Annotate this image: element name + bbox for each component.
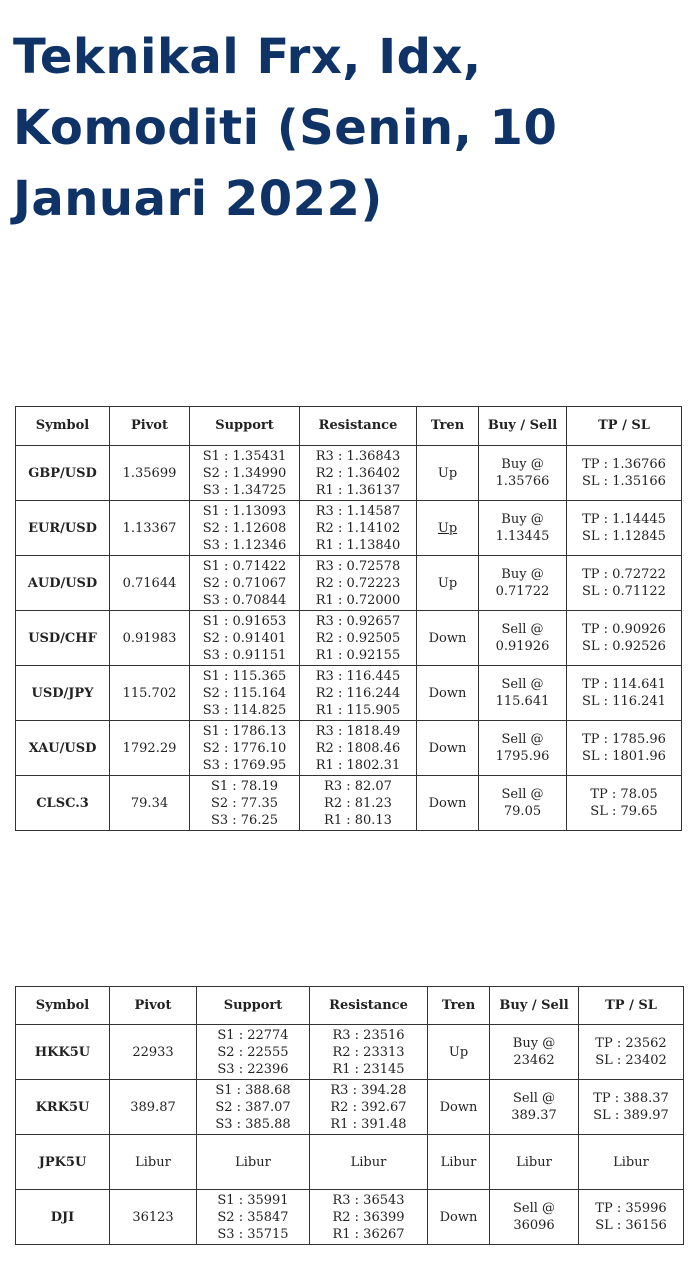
title-line: Teknikal Frx, Idx, <box>13 29 482 85</box>
table-row <box>16 776 682 831</box>
resistance-cell <box>310 1080 428 1135</box>
trade-action: Sell @ <box>512 1091 556 1106</box>
header-tp-sl: TP / SL <box>567 407 682 446</box>
trade-action: Sell @ <box>512 1201 556 1216</box>
resistance-line: R3 : 1.14587 <box>315 503 401 519</box>
header-trend: Tren <box>417 407 479 446</box>
header-support: Support <box>190 407 300 446</box>
resistance-line: R2 : 0.72223 <box>315 575 401 591</box>
support-cell <box>190 721 300 776</box>
header-pivot: Pivot <box>110 407 190 446</box>
resistance-line: R1 : 36267 <box>332 1226 405 1242</box>
trade-price: 1.13445 <box>495 529 550 544</box>
stop-loss: SL : 0.71122 <box>582 584 666 599</box>
header-resistance: Resistance <box>300 407 417 446</box>
table-row <box>16 721 682 776</box>
support-line: S1 : 1.13093 <box>202 503 287 519</box>
resistance-cell <box>310 1190 428 1245</box>
resistance-line: R3 : 0.72578 <box>315 558 401 574</box>
title-line: Komoditi (Senin, 10 <box>13 100 558 156</box>
support-line: S3 : 35715 <box>217 1226 289 1242</box>
header-symbol: Symbol <box>16 987 110 1025</box>
trade-action: Buy @ <box>501 512 544 527</box>
take-profit: TP : 35996 <box>595 1201 667 1216</box>
pivot-cell: 1.13367 <box>110 501 190 556</box>
trade-price: 79.05 <box>503 804 542 819</box>
trend-cell: Up <box>417 556 479 611</box>
symbol-cell: CLSC.3 <box>16 776 110 831</box>
support-line: S1 : 35991 <box>217 1192 289 1208</box>
resistance-line: R3 : 0.92657 <box>315 613 401 629</box>
pivot-cell: 1792.29 <box>110 721 190 776</box>
pivot-cell: 79.34 <box>110 776 190 831</box>
header-support: Support <box>197 987 310 1025</box>
resistance-line: R3 : 82.07 <box>324 778 392 794</box>
support-cell: Libur <box>197 1135 310 1190</box>
support-cell <box>197 1080 310 1135</box>
trade-cell <box>479 721 567 776</box>
support-line: S2 : 1776.10 <box>202 740 287 756</box>
pivot-cell: 389.87 <box>110 1080 197 1135</box>
resistance-line: R2 : 23313 <box>332 1044 405 1060</box>
resistance-line: R1 : 1.13840 <box>315 537 401 553</box>
trend-cell: Libur <box>428 1135 490 1190</box>
support-line: S3 : 0.70844 <box>202 592 287 608</box>
resistance-line: R2 : 1.14102 <box>315 520 401 536</box>
pivot-cell: 22933 <box>110 1025 197 1080</box>
title-line: Januari 2022) <box>13 171 383 227</box>
stop-loss: SL : 79.65 <box>590 804 658 819</box>
trade-price: 389.37 <box>511 1108 557 1123</box>
support-line: S3 : 385.88 <box>215 1116 291 1132</box>
symbol-cell: USD/JPY <box>16 666 110 721</box>
support-line: S3 : 0.91151 <box>202 647 287 663</box>
resistance-line: R2 : 1808.46 <box>315 740 401 756</box>
support-line: S2 : 387.07 <box>215 1099 291 1115</box>
resistance-line: R3 : 116.445 <box>315 668 401 684</box>
symbol-cell: EUR/USD <box>16 501 110 556</box>
support-line: S3 : 1.12346 <box>202 537 287 553</box>
resistance-line: R2 : 116.244 <box>315 685 401 701</box>
trade-action: Sell @ <box>501 732 544 747</box>
resistance-line: R3 : 36543 <box>332 1192 405 1208</box>
support-cell <box>190 611 300 666</box>
resistance-line: R1 : 23145 <box>332 1061 405 1077</box>
table-row <box>16 611 682 666</box>
table-row <box>16 1025 684 1080</box>
trade-cell <box>479 776 567 831</box>
tpsl-cell <box>567 446 682 501</box>
support-line: S3 : 76.25 <box>210 812 279 828</box>
table-row <box>16 501 682 556</box>
stop-loss: SL : 116.241 <box>582 694 666 709</box>
header-symbol: Symbol <box>16 407 110 446</box>
trade-cell <box>479 666 567 721</box>
trade-cell <box>479 446 567 501</box>
symbol-cell: XAU/USD <box>16 721 110 776</box>
trade-action: Buy @ <box>501 457 544 472</box>
support-line: S1 : 0.91653 <box>202 613 287 629</box>
trend-cell: Up <box>417 501 479 556</box>
pivot-cell: 1.35699 <box>110 446 190 501</box>
tpsl-cell <box>567 611 682 666</box>
take-profit: TP : 23562 <box>595 1036 667 1051</box>
stop-loss: SL : 23402 <box>595 1053 667 1068</box>
resistance-cell <box>300 721 417 776</box>
support-line: S3 : 22396 <box>217 1061 289 1077</box>
take-profit: TP : 114.641 <box>582 677 666 692</box>
support-line: S1 : 78.19 <box>210 778 279 794</box>
support-line: S2 : 22555 <box>217 1044 289 1060</box>
trade-cell <box>490 1025 579 1080</box>
support-line: S3 : 114.825 <box>202 702 287 718</box>
resistance-line: R2 : 1.36402 <box>315 465 401 481</box>
trade-cell <box>490 1190 579 1245</box>
pivot-cell: 0.91983 <box>110 611 190 666</box>
table-row <box>16 666 682 721</box>
trend-cell: Down <box>417 611 479 666</box>
index-futures-table <box>15 986 684 1245</box>
resistance-line: R1 : 1.36137 <box>315 482 401 498</box>
support-line: S1 : 0.71422 <box>202 558 287 574</box>
trade-cell <box>490 1080 579 1135</box>
pivot-cell: 0.71644 <box>110 556 190 611</box>
symbol-cell: AUD/USD <box>16 556 110 611</box>
support-line: S2 : 1.34990 <box>202 465 287 481</box>
resistance-line: R3 : 1.36843 <box>315 448 401 464</box>
pivot-cell: 115.702 <box>110 666 190 721</box>
resistance-cell <box>300 611 417 666</box>
take-profit: TP : 1785.96 <box>582 732 666 747</box>
symbol-cell: JPK5U <box>16 1135 110 1190</box>
resistance-line: R1 : 0.92155 <box>315 647 401 663</box>
tpsl-cell <box>567 556 682 611</box>
header-resistance: Resistance <box>310 987 428 1025</box>
resistance-line: R1 : 0.72000 <box>315 592 401 608</box>
trade-price: 23462 <box>513 1053 555 1068</box>
support-line: S2 : 35847 <box>217 1209 289 1225</box>
tpsl-cell <box>579 1190 684 1245</box>
trade-action: Buy @ <box>512 1036 556 1051</box>
trade-action: Buy @ <box>501 567 544 582</box>
tpsl-cell <box>579 1080 684 1135</box>
resistance-line: R1 : 80.13 <box>324 812 392 828</box>
take-profit: TP : 0.72722 <box>582 567 666 582</box>
trend-cell: Up <box>417 446 479 501</box>
stop-loss: SL : 1.12845 <box>582 529 666 544</box>
header-trend: Tren <box>428 987 490 1025</box>
support-line: S2 : 115.164 <box>202 685 287 701</box>
trend-cell: Down <box>428 1190 490 1245</box>
resistance-cell <box>300 446 417 501</box>
resistance-line: R3 : 394.28 <box>330 1082 407 1098</box>
trade-price: 1.35766 <box>495 474 550 489</box>
support-cell <box>190 776 300 831</box>
resistance-line: R2 : 0.92505 <box>315 630 401 646</box>
trend-cell: Down <box>428 1080 490 1135</box>
take-profit: TP : 1.36766 <box>582 457 666 472</box>
trade-action: Sell @ <box>501 677 544 692</box>
stop-loss: SL : 0.92526 <box>582 639 666 654</box>
tpsl-cell <box>567 776 682 831</box>
table-row <box>16 1080 684 1135</box>
support-line: S2 : 0.91401 <box>202 630 287 646</box>
resistance-cell: Libur <box>310 1135 428 1190</box>
page-title <box>13 22 673 235</box>
header-tp-sl: TP / SL <box>579 987 684 1025</box>
table-header-row <box>16 987 684 1025</box>
header-buy-sell: Buy / Sell <box>479 407 567 446</box>
table-row <box>16 446 682 501</box>
symbol-cell: DJI <box>16 1190 110 1245</box>
take-profit: TP : 388.37 <box>593 1091 669 1106</box>
stop-loss: SL : 1801.96 <box>582 749 666 764</box>
resistance-line: R1 : 1802.31 <box>315 757 401 773</box>
support-line: S1 : 22774 <box>217 1027 289 1043</box>
support-line: S1 : 1.35431 <box>202 448 287 464</box>
resistance-line: R3 : 1818.49 <box>315 723 401 739</box>
trend-cell: Down <box>417 776 479 831</box>
support-line: S1 : 1786.13 <box>202 723 287 739</box>
stop-loss: SL : 1.35166 <box>582 474 666 489</box>
stop-loss: SL : 389.97 <box>593 1108 669 1123</box>
support-cell <box>197 1190 310 1245</box>
trade-cell <box>479 556 567 611</box>
trade-price: 0.71722 <box>495 584 550 599</box>
symbol-cell: GBP/USD <box>16 446 110 501</box>
trend-cell: Down <box>417 666 479 721</box>
table-row <box>16 1135 684 1190</box>
support-line: S2 : 1.12608 <box>202 520 287 536</box>
table-row <box>16 556 682 611</box>
resistance-line: R2 : 392.67 <box>330 1099 407 1115</box>
support-line: S1 : 388.68 <box>215 1082 291 1098</box>
trend-cell: Down <box>417 721 479 776</box>
trade-action: Sell @ <box>501 787 544 802</box>
support-cell <box>190 666 300 721</box>
trade-price: 115.641 <box>495 694 550 709</box>
support-cell <box>190 446 300 501</box>
table-header-row <box>16 407 682 446</box>
resistance-cell <box>310 1025 428 1080</box>
support-line: S3 : 1769.95 <box>202 757 287 773</box>
support-cell <box>190 501 300 556</box>
forex-commodity-table <box>15 406 682 831</box>
support-cell <box>190 556 300 611</box>
resistance-line: R2 : 36399 <box>332 1209 405 1225</box>
tpsl-cell <box>567 721 682 776</box>
header-pivot: Pivot <box>110 987 197 1025</box>
table-row <box>16 1190 684 1245</box>
stop-loss: SL : 36156 <box>595 1218 667 1233</box>
resistance-cell <box>300 666 417 721</box>
resistance-line: R1 : 391.48 <box>330 1116 407 1132</box>
support-line: S3 : 1.34725 <box>202 482 287 498</box>
take-profit: TP : 78.05 <box>590 787 658 802</box>
support-line: S2 : 0.71067 <box>202 575 287 591</box>
trend-cell: Up <box>428 1025 490 1080</box>
symbol-cell: HKK5U <box>16 1025 110 1080</box>
trade-cell <box>479 501 567 556</box>
tpsl-cell <box>579 1025 684 1080</box>
trade-action: Sell @ <box>501 622 544 637</box>
tpsl-cell: Libur <box>579 1135 684 1190</box>
symbol-cell: USD/CHF <box>16 611 110 666</box>
resistance-line: R3 : 23516 <box>332 1027 405 1043</box>
pivot-cell: Libur <box>110 1135 197 1190</box>
resistance-cell <box>300 501 417 556</box>
take-profit: TP : 1.14445 <box>582 512 666 527</box>
pivot-cell: 36123 <box>110 1190 197 1245</box>
trade-price: 36096 <box>513 1218 555 1233</box>
resistance-line: R1 : 115.905 <box>315 702 401 718</box>
symbol-cell: KRK5U <box>16 1080 110 1135</box>
resistance-line: R2 : 81.23 <box>324 795 392 811</box>
support-cell <box>197 1025 310 1080</box>
header-buy-sell: Buy / Sell <box>490 987 579 1025</box>
tpsl-cell <box>567 501 682 556</box>
support-line: S1 : 115.365 <box>202 668 287 684</box>
resistance-cell <box>300 556 417 611</box>
trade-price: 1795.96 <box>495 749 550 764</box>
trade-cell: Libur <box>490 1135 579 1190</box>
support-line: S2 : 77.35 <box>210 795 279 811</box>
trade-cell <box>479 611 567 666</box>
resistance-cell <box>300 776 417 831</box>
take-profit: TP : 0.90926 <box>582 622 666 637</box>
trade-price: 0.91926 <box>495 639 550 654</box>
tpsl-cell <box>567 666 682 721</box>
